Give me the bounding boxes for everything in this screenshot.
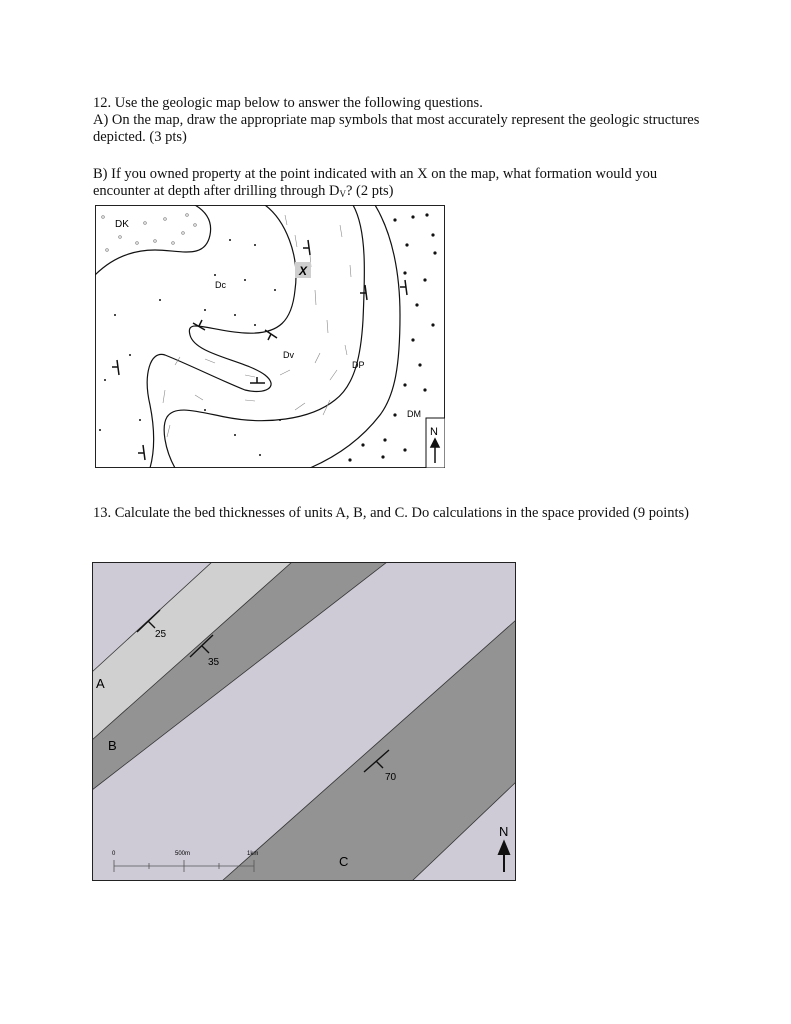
dip-70: 70 — [385, 772, 397, 783]
dip-25: 25 — [155, 629, 167, 640]
geologic-map-1 — [95, 205, 445, 468]
unit-a-label: A — [96, 676, 105, 691]
geologic-map-2 — [92, 562, 516, 881]
north-label-2: N — [499, 824, 509, 839]
label-dc: Dc — [215, 280, 226, 290]
q12b-points: ? (2 pts) — [345, 183, 394, 199]
dip-35: 35 — [208, 657, 220, 668]
q12b-text: B) If you owned property at the point indicated with an X on the map, what formation would you encounter at depth after drilling through D — [93, 166, 658, 199]
question-13 — [93, 505, 703, 522]
north-label-1: N — [430, 426, 438, 438]
scale-500m: 500m — [175, 851, 191, 857]
q12-part-a: A) On the map, draw the appropriate map symbols that most accurately represent the geologic structures depicted. (3 pts) — [93, 112, 700, 145]
scale-zero: 0 — [112, 851, 116, 857]
q12b-subscript: V — [339, 189, 346, 199]
label-dv: Dv — [283, 350, 294, 360]
label-dp: DP — [352, 360, 365, 370]
x-marker: X — [299, 264, 308, 278]
unit-b-label: B — [108, 738, 117, 753]
label-dm: DM — [407, 409, 421, 419]
label-dk: DK — [115, 219, 129, 230]
question-12-part-b — [93, 166, 703, 203]
q13-text: 13. Calculate the bed thicknesses of units A, B, and C. Do calculations in the space provided (9 points) — [93, 505, 689, 521]
unit-c-label: C — [339, 854, 349, 869]
q12-line1: 12. Use the geologic map below to answer the following questions. — [93, 95, 483, 111]
scale-1km: 1km — [247, 851, 259, 857]
question-12 — [93, 95, 703, 146]
